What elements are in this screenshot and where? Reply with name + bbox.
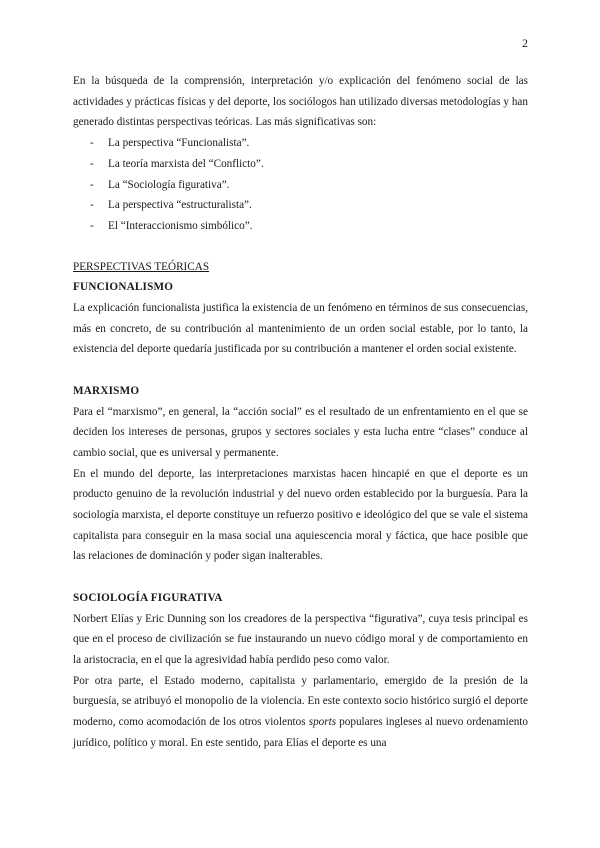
list-item [73, 216, 528, 237]
figurativa-paragraph-1: Norbert Elías y Eric Dunning son los creadores de la perspectiva “figurativa”, cuya tesis principal es que en el proceso de civilización se fue instaurando un nuevo código moral y de comportamiento en la aristocracia, en el que la agresividad había perdido peso como valor. [73, 612, 528, 666]
document-body [73, 71, 528, 753]
list-item-text: La “Sociología figurativa”. [108, 178, 230, 191]
list-item-text: La teoría marxista del “Conflicto”. [108, 157, 264, 170]
list-dash: - [90, 199, 94, 212]
heading-funcionalismo: FUNCIONALISMO [73, 281, 174, 294]
perspectives-list [73, 133, 528, 237]
heading-sociologia-figurativa: SOCIOLOGÍA FIGURATIVA [73, 591, 223, 604]
list-item-text: El “Interaccionismo simbólico”. [108, 219, 253, 232]
list-dash: - [90, 157, 94, 170]
list-dash: - [90, 219, 94, 232]
funcionalismo-paragraph: La explicación funcionalista justifica la existencia de un fenómeno en términos de sus consecuencias, más en concreto, de su contribución al mantenimiento de un orden social estable, por lo tanto, la existencia del deporte quedaría justificada por su contribución a mantener el orden social existente. [73, 302, 528, 356]
marxismo-paragraph-2: En el mundo del deporte, las interpretaciones marxistas hacen hincapié en que el deporte es un producto genuino de la revolución industrial y del nuevo orden establecido por la burguesía. Para la sociología marxista, el deporte constituye un refuerzo positivo e ideológico del que se vale el sistema capitalista para conseguir en la masa social una aquiescencia moral y fáctica, que hace posible que las relaciones de dominación y poder sigan inalterables. [73, 467, 528, 563]
list-dash: - [90, 137, 94, 150]
heading-marxismo: MARXISMO [73, 384, 140, 397]
italic-term: sports [308, 716, 337, 729]
list-item [73, 154, 528, 175]
figurativa-text-before: Por otra parte, el Estado moderno, capitalista y parlamentario, emergido de la presión de la burguesía, se atribuyó el monopolio de la violencia. En este contexto socio histórico surgió el deporte moderno, como acomodación de los otros violentos [73, 674, 528, 729]
figurativa-paragraph-2 [73, 671, 528, 754]
marxismo-paragraph-1: Para el “marxismo”, en general, la “acción social” es el resultado de un enfrentamiento en el que se deciden los intereses de personas, grupos y sectores sociales y esta lucha entre “clases” conduce al cambio social, que es universal y permanente. [73, 405, 528, 459]
spacer [73, 567, 528, 588]
list-item [73, 195, 528, 216]
page-number: 2 [522, 36, 528, 50]
list-dash: - [90, 178, 94, 191]
spacer [73, 360, 528, 381]
list-item [73, 175, 528, 196]
list-item-text: La perspectiva “Funcionalista”. [108, 137, 250, 150]
list-item [73, 133, 528, 154]
intro-paragraph: En la búsqueda de la comprensión, interpretación y/o explicación del fenómeno social de las actividades y prácticas físicas y del deporte, los sociólogos han utilizado diversas metodologías y han generado distintas perspectivas teóricas. Las más significativas son: [73, 75, 528, 129]
figurativa-text-after: populares ingleses al nuevo ordenamiento jurídico, político y moral. En este sentido, para Elías el deporte es una [73, 716, 528, 749]
list-item-text: La perspectiva “estructuralista”. [108, 199, 252, 212]
section-label: PERSPECTIVAS TEÓRICAS [73, 260, 210, 273]
